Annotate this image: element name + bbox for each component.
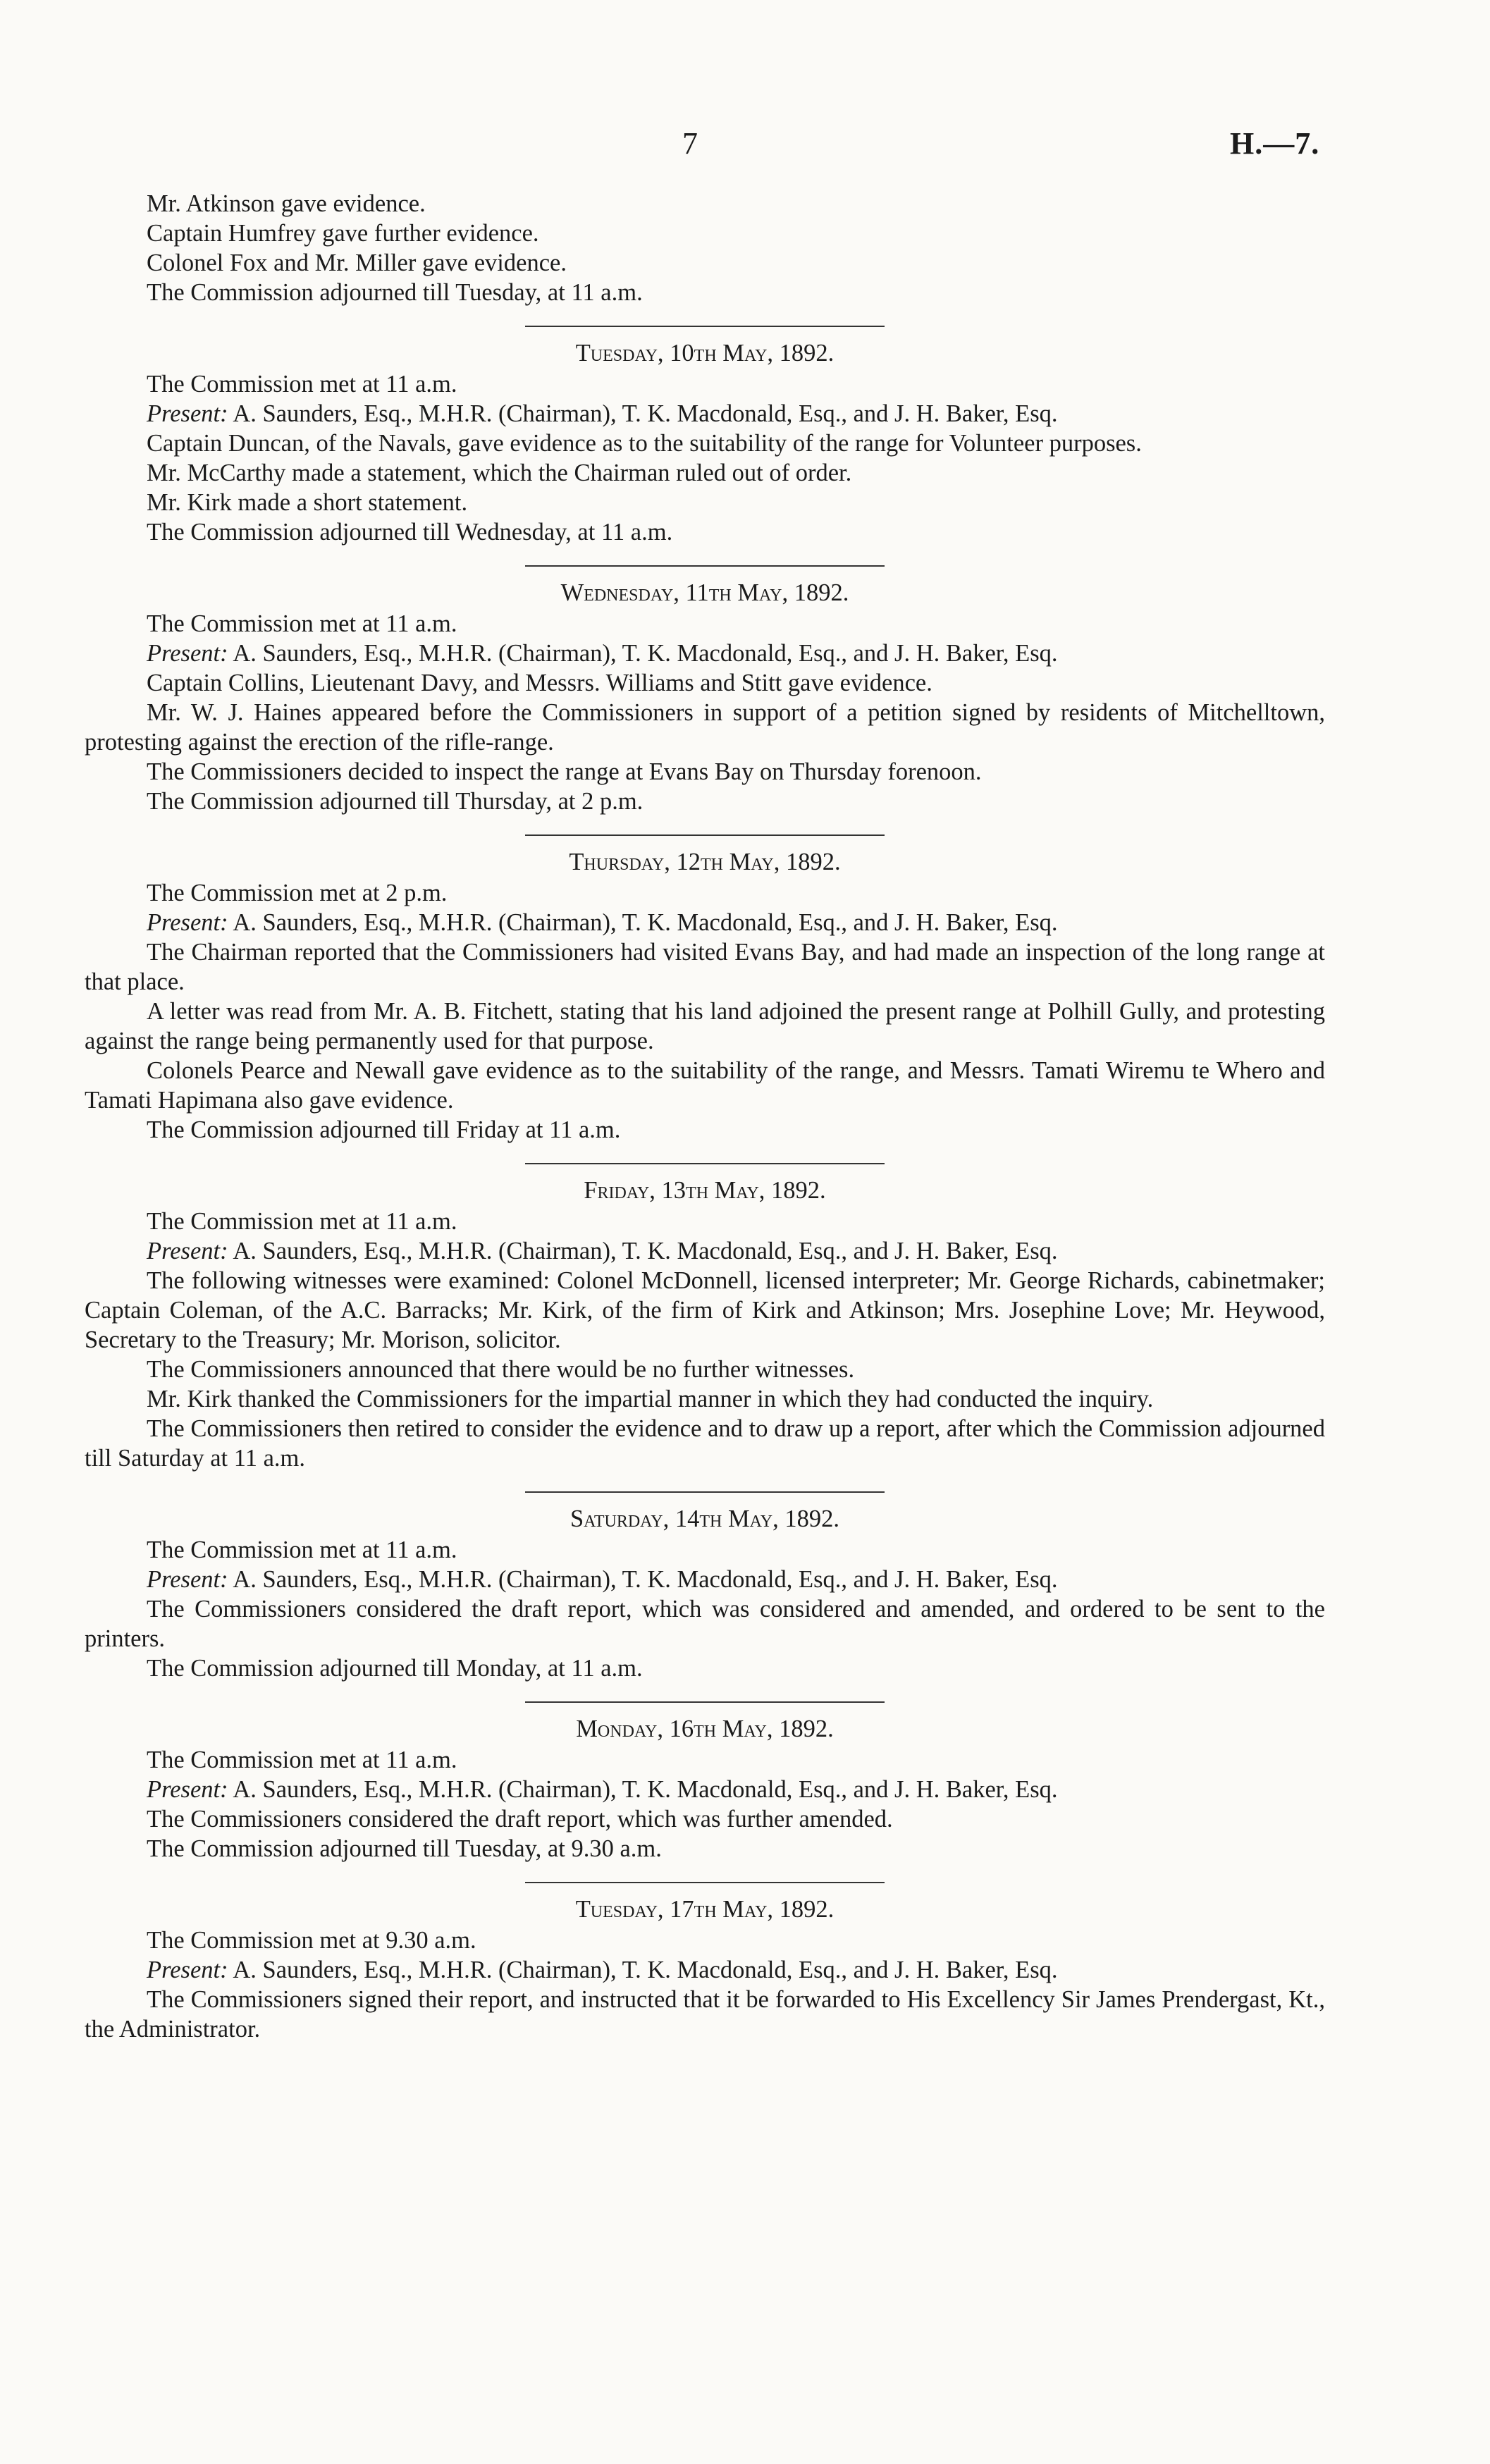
- present-names: A. Saunders, Esq., M.H.R. (Chairman), T. K. Macdonald, Esq., and J. H. Baker, Esq.: [233, 909, 1058, 936]
- present-label: Present:: [147, 1776, 228, 1803]
- present-label: Present:: [147, 909, 228, 936]
- minutes-body: [85, 189, 1325, 2044]
- section-divider: [525, 1701, 885, 1703]
- present-line: [85, 1236, 1325, 1266]
- present-names: A. Saunders, Esq., M.H.R. (Chairman), T. K. Macdonald, Esq., and J. H. Baker, Esq.: [233, 1566, 1058, 1593]
- page-number: 7: [682, 126, 698, 161]
- section-divider: [525, 326, 885, 327]
- present-label: Present:: [147, 1238, 228, 1264]
- present-label: Present:: [147, 1566, 228, 1593]
- section-divider: [525, 834, 885, 836]
- session-section: [85, 834, 1325, 1145]
- document-reference: H.—7.: [1230, 126, 1320, 161]
- meeting-time: The Commission met at 2 p.m.: [147, 880, 448, 906]
- session-date: Thursday, 12th May, 1892.: [569, 849, 841, 875]
- intro-paragraph: Captain Humfrey gave further evidence.: [147, 220, 539, 247]
- meeting-time: The Commission met at 9.30 a.m.: [147, 1927, 476, 1954]
- session-section: [85, 565, 1325, 816]
- session-date: Tuesday, 17th May, 1892.: [575, 1896, 835, 1923]
- section-divider: [525, 565, 885, 567]
- minute-paragraph: The Commissioners decided to inspect the range at Evans Bay on Thursday forenoon.: [147, 758, 982, 785]
- session-date: Wednesday, 11th May, 1892.: [560, 579, 849, 606]
- intro-section: [85, 189, 1325, 307]
- meeting-time: The Commission met at 11 a.m.: [147, 1747, 457, 1773]
- present-names: A. Saunders, Esq., M.H.R. (Chairman), T. K. Macdonald, Esq., and J. H. Baker, Esq.: [233, 1776, 1058, 1803]
- minute-paragraph: Mr. Kirk thanked the Commissioners for the impartial manner in which they had conducted the inquiry.: [147, 1386, 1154, 1412]
- present-names: A. Saunders, Esq., M.H.R. (Chairman), T. K. Macdonald, Esq., and J. H. Baker, Esq.: [233, 400, 1058, 427]
- section-divider: [525, 1882, 885, 1883]
- minute-paragraph: Captain Collins, Lieutenant Davy, and Messrs. Williams and Stitt gave evidence.: [147, 670, 932, 696]
- minute-paragraph: Colonels Pearce and Newall gave evidence as to the suitability of the range, and Messrs. Tamati Wiremu te Whero and Tamati Hapimana also gave evidence.: [85, 1057, 1325, 1114]
- minute-paragraph: The Commissioners considered the draft report, which was further amended.: [147, 1806, 893, 1832]
- present-line: [85, 1775, 1325, 1804]
- minute-paragraph: A letter was read from Mr. A. B. Fitchett, stating that his land adjoined the present range at Polhill Gully, and protesting against the range being permanently used for that purpose.: [85, 998, 1325, 1054]
- meeting-time: The Commission met at 11 a.m.: [147, 610, 457, 637]
- section-divider: [525, 1491, 885, 1493]
- minute-paragraph: The following witnesses were examined: Colonel McDonnell, licensed interpreter; Mr. George Richards, cabinetmaker; Captain Coleman, of the A.C. Barracks; Mr. Kirk, of the firm of Kirk and Atkinson; Mrs. Josephine Love; Mr. Heywood, Secretary to the Treasury; Mr. Morison, solicitor.: [85, 1267, 1325, 1353]
- minute-paragraph: The Commissioners signed their report, and instructed that it be forwarded to His Excellency Sir James Prendergast, Kt., the Administrator.: [85, 1986, 1325, 2043]
- minute-paragraph: The Commission adjourned till Tuesday, at 9.30 a.m.: [147, 1835, 662, 1862]
- session-section: [85, 326, 1325, 547]
- minute-paragraph: The Commissioners then retired to consider the evidence and to draw up a report, after which the Commission adjourned till Saturday at 11 a.m.: [85, 1415, 1325, 1472]
- page-header: [0, 125, 1490, 175]
- session-date: Friday, 13th May, 1892.: [584, 1177, 826, 1204]
- present-line: [85, 1955, 1325, 1985]
- minute-paragraph: The Commission adjourned till Friday at 11 a.m.: [147, 1116, 621, 1143]
- session-section: [85, 1163, 1325, 1473]
- present-line: [85, 399, 1325, 429]
- session-date: Tuesday, 10th May, 1892.: [575, 340, 835, 366]
- meeting-time: The Commission met at 11 a.m.: [147, 1208, 457, 1235]
- present-label: Present:: [147, 1957, 228, 1983]
- session-date: Saturday, 14th May, 1892.: [569, 1505, 840, 1532]
- minute-paragraph: The Commissioners announced that there would be no further witnesses.: [147, 1356, 855, 1383]
- minute-paragraph: The Commission adjourned till Wednesday, at 11 a.m.: [147, 519, 673, 546]
- minute-paragraph: Mr. McCarthy made a statement, which the Chairman ruled out of order.: [147, 460, 852, 486]
- minute-paragraph: Mr. W. J. Haines appeared before the Commissioners in support of a petition signed by residents of Mitchelltown, protesting against the erection of the rifle-range.: [85, 699, 1325, 756]
- minute-paragraph: The Commission adjourned till Monday, at 11 a.m.: [147, 1655, 643, 1682]
- session-section: [85, 1701, 1325, 1864]
- minute-paragraph: Mr. Kirk made a short statement.: [147, 489, 468, 516]
- session-section: [85, 1882, 1325, 2044]
- intro-paragraph: Mr. Atkinson gave evidence.: [147, 190, 426, 217]
- present-line: [85, 908, 1325, 937]
- present-label: Present:: [147, 640, 228, 667]
- present-names: A. Saunders, Esq., M.H.R. (Chairman), T. K. Macdonald, Esq., and J. H. Baker, Esq.: [233, 1957, 1058, 1983]
- present-line: [85, 1565, 1325, 1594]
- present-names: A. Saunders, Esq., M.H.R. (Chairman), T. K. Macdonald, Esq., and J. H. Baker, Esq.: [233, 640, 1058, 667]
- meeting-time: The Commission met at 11 a.m.: [147, 1536, 457, 1563]
- minute-paragraph: The Commissioners considered the draft report, which was considered and amended, and ordered to be sent to the printers.: [85, 1596, 1325, 1652]
- minute-paragraph: The Chairman reported that the Commissioners had visited Evans Bay, and had made an inspection of the long range at that place.: [85, 939, 1325, 995]
- intro-paragraph: Colonel Fox and Mr. Miller gave evidence.: [147, 250, 567, 276]
- session-date: Monday, 16th May, 1892.: [576, 1715, 834, 1742]
- present-line: [85, 639, 1325, 668]
- intro-paragraph: The Commission adjourned till Tuesday, at 11 a.m.: [147, 279, 643, 306]
- minute-paragraph: The Commission adjourned till Thursday, at 2 p.m.: [147, 788, 644, 815]
- present-names: A. Saunders, Esq., M.H.R. (Chairman), T. K. Macdonald, Esq., and J. H. Baker, Esq.: [233, 1238, 1058, 1264]
- section-divider: [525, 1163, 885, 1164]
- minute-paragraph: Captain Duncan, of the Navals, gave evidence as to the suitability of the range for Volunteer purposes.: [147, 430, 1142, 457]
- meeting-time: The Commission met at 11 a.m.: [147, 371, 457, 398]
- session-section: [85, 1491, 1325, 1683]
- present-label: Present:: [147, 400, 228, 427]
